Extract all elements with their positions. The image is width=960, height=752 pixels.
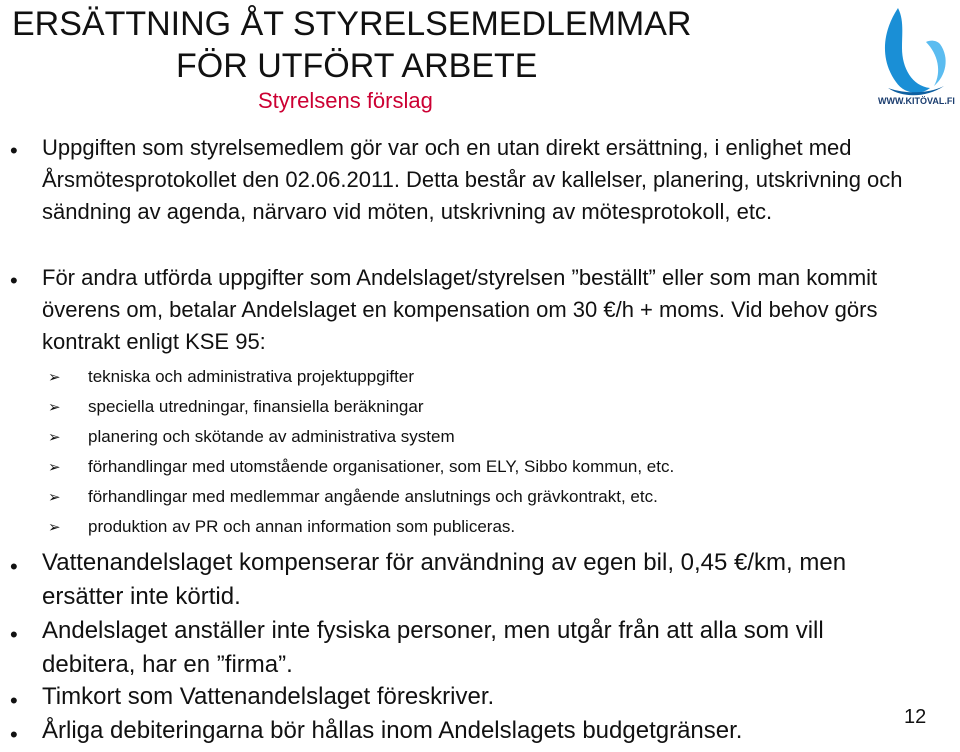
arrow-bullet-icon: ➢ <box>48 369 61 386</box>
arrow-bullet-icon: ➢ <box>48 519 61 536</box>
sub-bullet-text: produktion av PR och annan information som publiceras. <box>88 517 516 536</box>
bullet-glyph: • <box>10 268 18 293</box>
arrow-bullet-icon: ➢ <box>48 399 61 416</box>
bullet-text: Andelslaget anställer inte fysiska personer, men utgår från att alla som vill debitera, har en ”firma”. <box>42 617 824 678</box>
bullet-text: Vattenandelslaget kompenserar för användning av egen bil, 0,45 €/km, men ersätter inte körtid. <box>42 549 847 610</box>
bullet-glyph: • <box>10 722 18 747</box>
arrow-bullet-icon: ➢ <box>48 489 61 506</box>
bullet-glyph: • <box>10 554 18 579</box>
arrow-bullet-icon: ➢ <box>48 429 61 446</box>
sub-bullet-text: planering och skötande av administrativa system <box>88 427 455 446</box>
logo-url: WWW.KITÖVAL.FI <box>878 96 955 106</box>
arrow-bullet-icon: ➢ <box>48 459 61 476</box>
bullet-glyph: • <box>10 138 18 163</box>
bullet-text: Årliga debiteringarna bör hållas inom Andelslagets budgetgränser. <box>42 717 743 744</box>
bullet-glyph: • <box>10 622 18 647</box>
subtitle: Styrelsens förslag <box>258 88 433 113</box>
bullet-text: Uppgiften som styrelsemedlem gör var och en utan direkt ersättning, i enlighet med Årsmötesprotokollet den 02.06.2011. Detta består av kallelser, planering, utskrivning och sändning av agenda, närvaro vid möten, utskrivning av mötesprotokoll, etc. <box>42 135 903 224</box>
sub-bullet-text: tekniska och administrativa projektuppgifter <box>88 367 414 386</box>
title-line-1: ERSÄTTNING ÅT STYRELSEMEDLEMMAR <box>12 5 692 43</box>
bullet-glyph: • <box>10 688 18 713</box>
page-number: 12 <box>904 706 927 728</box>
sub-bullet-text: förhandlingar med medlemmar angående anslutnings och grävkontrakt, etc. <box>88 487 658 506</box>
sub-bullet-text: speciella utredningar, finansiella beräkningar <box>88 397 424 416</box>
bullet-text: Timkort som Vattenandelslaget föreskriver. <box>42 683 495 710</box>
bullet-text: För andra utförda uppgifter som Andelslaget/styrelsen ”beställt” eller som man kommit överens om, betalar Andelslaget en kompensation om 30 €/h + moms. Vid behov görs kontrakt enligt KSE 95: <box>42 265 878 354</box>
sub-bullet-text: förhandlingar med utomstående organisationer, som ELY, Sibbo kommun, etc. <box>88 457 675 476</box>
title-line-2: FÖR UTFÖRT ARBETE <box>176 47 538 85</box>
